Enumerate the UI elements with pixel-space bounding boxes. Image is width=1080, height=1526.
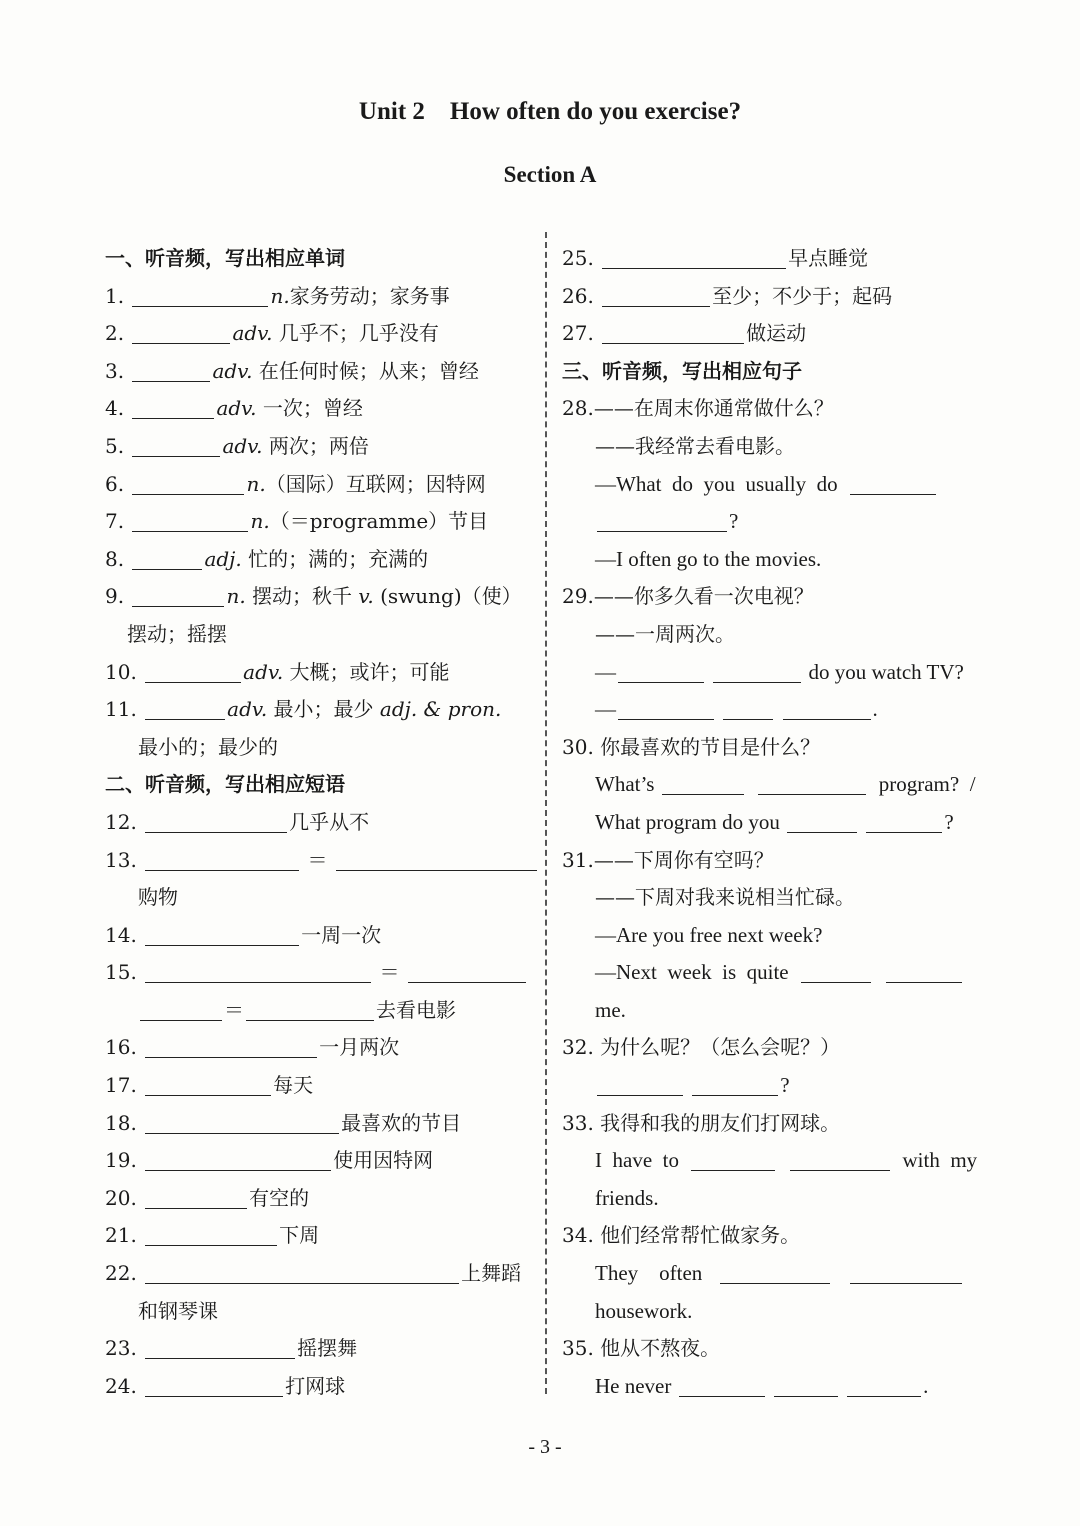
item-13-continued: 购物 xyxy=(138,885,178,910)
item-9: 9. n. 摆动；秋千 v. (swung)（使） xyxy=(105,584,522,609)
answer-blank[interactable] xyxy=(847,1374,921,1397)
item-28-english: —What do you usually do xyxy=(562,466,994,504)
item-9-continued: 摆动；摇摆 xyxy=(127,621,227,646)
item-34-english-cont: housework. xyxy=(595,1298,693,1323)
item-35-english: He never . xyxy=(595,1373,929,1398)
item-31-answer-cont: me. xyxy=(595,997,626,1022)
answer-blank[interactable] xyxy=(145,697,225,720)
item-28-answer-zh: ——我经常去看电影。 xyxy=(595,433,795,458)
item-29-answer-en: — . xyxy=(595,697,878,722)
answer-blank[interactable] xyxy=(132,547,202,570)
item-29: 29.——你多久看一次电视？ xyxy=(562,584,814,609)
part1-heading: 一、听音频，写出相应单词 xyxy=(105,246,345,270)
answer-blank[interactable] xyxy=(145,810,287,833)
answer-blank[interactable] xyxy=(618,660,704,683)
item-31-english: —Are you free next week? xyxy=(595,922,823,947)
answer-blank[interactable] xyxy=(145,1186,247,1209)
answer-blank[interactable] xyxy=(145,1336,295,1359)
item-29-english: — do you watch TV? xyxy=(595,659,964,684)
answer-blank[interactable] xyxy=(618,697,714,720)
item-34: 34. 他们经常帮忙做家务。 xyxy=(562,1223,801,1248)
answer-blank[interactable] xyxy=(145,1148,331,1171)
item-11-continued: 最小的；最少的 xyxy=(138,734,278,759)
item-32-english: ? xyxy=(562,1067,994,1105)
item-32: 32. 为什么呢？（怎么会呢？） xyxy=(562,1035,841,1060)
answer-blank[interactable] xyxy=(691,1148,775,1171)
item-33: 33. 我得和我的朋友们打网球。 xyxy=(562,1110,841,1135)
column-divider xyxy=(545,232,547,1394)
item-33-english-cont: friends. xyxy=(595,1185,659,1210)
answer-blank[interactable] xyxy=(336,848,537,871)
item-22: 22. 上舞蹈 xyxy=(105,1261,522,1286)
answer-blank[interactable] xyxy=(246,998,374,1021)
item-34-english: They often xyxy=(562,1255,994,1293)
answer-blank[interactable] xyxy=(758,772,866,795)
answer-blank[interactable] xyxy=(602,284,710,307)
answer-blank[interactable] xyxy=(597,509,727,532)
answer-blank[interactable] xyxy=(790,1148,890,1171)
right-column xyxy=(562,240,994,1405)
left-column xyxy=(105,240,537,1405)
answer-blank[interactable] xyxy=(787,810,857,833)
answer-blank[interactable] xyxy=(679,1374,765,1397)
item-3: 3. adv. 在任何时候；从来；曾经 xyxy=(105,358,479,383)
answer-blank[interactable] xyxy=(886,960,962,983)
answer-blank[interactable] xyxy=(132,359,210,382)
answer-blank[interactable] xyxy=(140,998,222,1021)
page-title: Unit 2 How often do you exercise? xyxy=(358,98,742,125)
answer-blank[interactable] xyxy=(602,246,786,269)
answer-blank[interactable] xyxy=(850,1261,962,1284)
answer-blank[interactable] xyxy=(145,660,241,683)
answer-blank[interactable] xyxy=(692,1073,778,1096)
answer-blank[interactable] xyxy=(602,321,744,344)
answer-blank[interactable] xyxy=(145,960,371,983)
item-31-answer-en: —Next week is quite xyxy=(562,954,994,992)
answer-blank[interactable] xyxy=(720,1261,830,1284)
item-21: 21. 下周 xyxy=(105,1223,320,1248)
answer-blank[interactable] xyxy=(774,1374,838,1397)
item-35: 35. 他从不熬夜。 xyxy=(562,1336,721,1361)
item-13: 13. ＝ xyxy=(105,842,537,880)
item-18: 18. 最喜欢的节目 xyxy=(105,1110,462,1135)
item-4: 4. adv. 一次；曾经 xyxy=(105,396,363,421)
answer-blank[interactable] xyxy=(145,923,299,946)
item-10: 10. adv. 大概；或许；可能 xyxy=(105,659,450,684)
answer-blank[interactable] xyxy=(132,396,214,419)
answer-blank[interactable] xyxy=(850,472,936,495)
item-25: 25. 早点睡觉 xyxy=(562,246,869,270)
item-19: 19. 使用因特网 xyxy=(105,1148,434,1173)
item-23: 23. 摇摆舞 xyxy=(105,1336,358,1361)
answer-blank[interactable] xyxy=(132,584,224,607)
answer-blank[interactable] xyxy=(145,848,299,871)
item-30-english: What’s program? / xyxy=(595,772,976,797)
item-6: 6. n.（国际）互联网；因特网 xyxy=(105,471,486,496)
item-29-answer-zh: ——一周两次。 xyxy=(595,621,735,646)
answer-blank[interactable] xyxy=(145,1111,339,1134)
answer-blank[interactable] xyxy=(132,284,268,307)
answer-blank[interactable] xyxy=(597,1073,683,1096)
item-12: 12. 几乎从不 xyxy=(105,809,370,834)
answer-blank[interactable] xyxy=(145,1374,283,1397)
answer-blank[interactable] xyxy=(132,434,220,457)
answer-blank[interactable] xyxy=(662,772,744,795)
item-11: 11. adv. 最小；最少 adj. & pron. xyxy=(105,697,502,722)
answer-blank[interactable] xyxy=(866,810,942,833)
item-30-english-alt: What program do you ? xyxy=(595,809,954,834)
answer-blank[interactable] xyxy=(783,697,871,720)
answer-blank[interactable] xyxy=(145,1073,271,1096)
answer-blank[interactable] xyxy=(132,321,230,344)
item-16: 16. 一月两次 xyxy=(105,1035,400,1060)
item-17: 17. 每天 xyxy=(105,1073,314,1098)
item-2: 2. adv. 几乎不；几乎没有 xyxy=(105,321,439,346)
item-27: 27. 做运动 xyxy=(562,321,807,346)
answer-blank[interactable] xyxy=(145,1035,317,1058)
item-1: 1. n.家务劳动；家务事 xyxy=(105,283,450,308)
item-28-english-cont: ? xyxy=(562,503,994,541)
item-31-answer-zh: ——下周对我来说相当忙碌。 xyxy=(595,885,855,910)
item-26: 26. 至少；不少于；起码 xyxy=(562,283,893,308)
item-30: 30. 你最喜欢的节目是什么？ xyxy=(562,734,821,759)
item-24: 24. 打网球 xyxy=(105,1373,346,1398)
answer-blank[interactable] xyxy=(713,660,801,683)
answer-blank[interactable] xyxy=(408,960,526,983)
item-15-continued: ＝ 去看电影 xyxy=(105,992,537,1030)
item-22-continued: 和钢琴课 xyxy=(138,1298,218,1323)
answer-blank[interactable] xyxy=(132,472,244,495)
answer-blank[interactable] xyxy=(801,960,871,983)
item-5: 5. adv. 两次；两倍 xyxy=(105,433,369,458)
answer-blank[interactable] xyxy=(145,1261,459,1284)
item-14: 14. 一周一次 xyxy=(105,922,382,947)
item-28: 28.——在周末你通常做什么？ xyxy=(562,396,834,421)
answer-blank[interactable] xyxy=(132,509,248,532)
item-31: 31.——下周你有空吗？ xyxy=(562,847,774,872)
item-15: 15. ＝ xyxy=(105,954,537,992)
item-8: 8. adj. 忙的；满的；充满的 xyxy=(105,546,429,571)
item-28-answer-en: —I often go to the movies. xyxy=(595,546,822,571)
page-number: - 3 - xyxy=(528,1436,562,1458)
part3-heading: 三、听音频，写出相应句子 xyxy=(562,358,802,383)
item-7: 7. n.（＝programme）节目 xyxy=(105,509,489,534)
section-title: Section A xyxy=(503,162,597,187)
answer-blank[interactable] xyxy=(145,1223,277,1246)
part2-heading: 二、听音频，写出相应短语 xyxy=(105,772,345,797)
answer-blank[interactable] xyxy=(723,697,773,720)
item-33-english: I have to with my xyxy=(595,1148,978,1173)
item-20: 20. 有空的 xyxy=(105,1185,310,1210)
